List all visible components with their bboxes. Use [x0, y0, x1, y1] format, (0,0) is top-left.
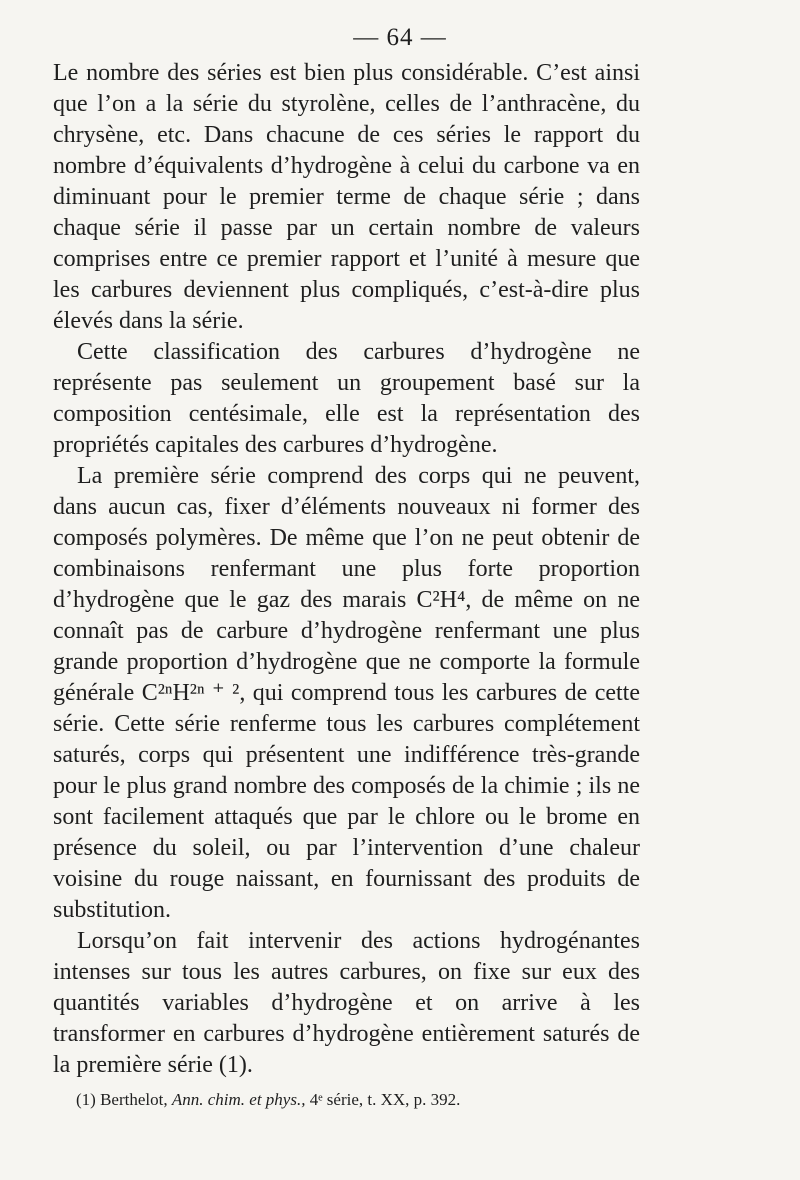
paragraph-3: La première série comprend des corps qui ne peuvent, dans aucun cas, fixer d’éléments nouveaux ni former des composés polymères. De même que l’on ne peut obtenir de combinaisons renfermant une plus forte proportion d’hydrogène que le gaz des marais C²H⁴, de même on ne connaît pas de carbure d’hydrogène renfermant une plus grande proportion d’hydrogène que ne comporte la formule générale C²ⁿH²ⁿ ⁺ ², qui comprend tous les carbures de cette série. Cette série renferme tous les carbures complétement saturés, corps qui présentent une indifférence très-grande pour le plus grand nombre des composés de la chimie ; ils ne sont facilement attaqués que par le chlore ou le brome en présence du soleil, ou par l’intervention d’une chaleur voisine du rouge naissant, en fournissant des produits de substitution.: [53, 463, 640, 923]
footnote: [76, 1090, 636, 1110]
page-number: — 64 —: [353, 24, 447, 51]
paragraph-1: Le nombre des séries est bien plus considérable. C’est ainsi que l’on a la série du styrolène, celles de l’anthracène, du chrysène, etc. Dans chacune de ces séries le rapport du nombre d’équivalents d’hydrogène à celui du carbone va en diminuant pour le premier terme de chaque série ; dans chaque série il passe par un certain nombre de valeurs comprises entre ce premier rapport et l’unité à mesure que les carbures deviennent plus compliqués, c’est-à-dire plus élevés dans la série.: [53, 60, 640, 334]
paragraph-4: Lorsqu’on fait intervenir des actions hydrogénantes intenses sur tous les autres carbures, on fixe sur eux des quantités variables d’hydrogène et on arrive à les transformer en carbures d’hydrogène entièrement saturés de la première série (1).: [53, 928, 640, 1078]
footnote-marker: (1): [76, 1090, 96, 1109]
page-body: [53, 58, 640, 1081]
paragraph-2: Cette classification des carbures d’hydrogène ne représente pas seulement un groupement basé sur la composition centésimale, elle est la représentation des propriétés capitales des carbures d’hydrogène.: [53, 339, 640, 458]
footnote-journal: Ann. chim. et phys.,: [171, 1090, 306, 1109]
footnote-author: Berthelot,: [100, 1090, 168, 1109]
footnote-reference: 4ᵉ série, t. XX, p. 392.: [309, 1090, 461, 1109]
